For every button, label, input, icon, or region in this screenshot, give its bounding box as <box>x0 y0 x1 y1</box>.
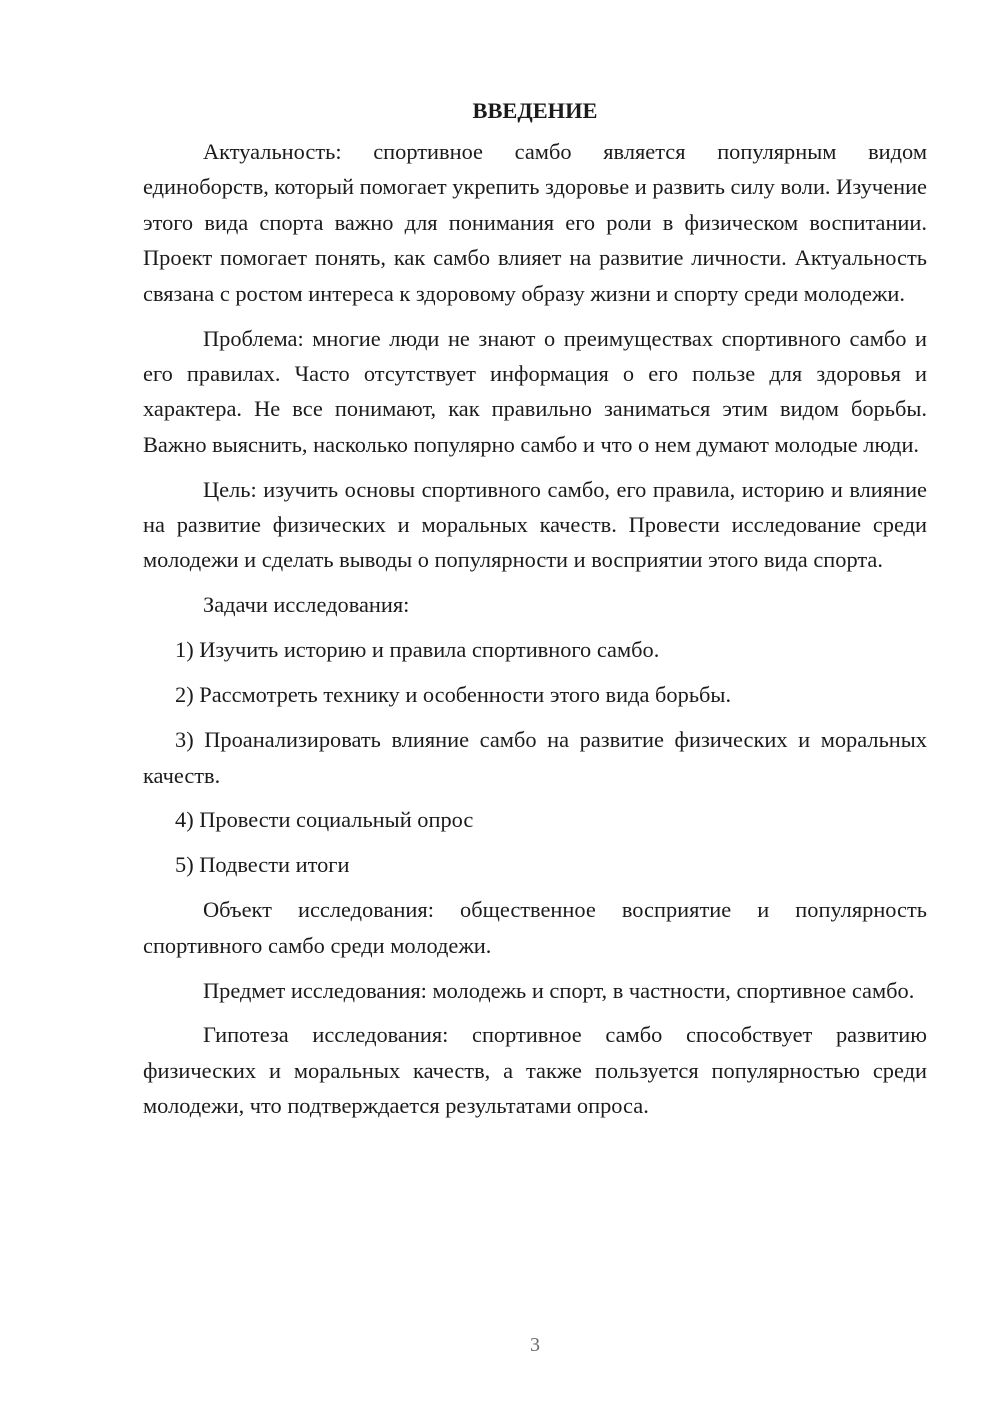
paragraph-goal: Цель: изучить основы спортивного самбо, его правила, историю и влияние на развитие физических и моральных качеств. Провести исследование среди молодежи и сделать выводы о популярности и восприятии этого вида спорта. <box>143 476 927 573</box>
task-item-5: 5) Подвести итоги <box>175 852 350 878</box>
task-item-4: 4) Провести социальный опрос <box>175 807 474 833</box>
paragraph-relevance: Актуальность: спортивное самбо является популярным видом единоборств, который помогает укрепить здоровье и развить силу воли. Изучение этого вида спорта важно для понимания его роли в физическом воспитании. Проект помогает понять, как самбо влияет на развитие личности. Актуальность связана с ростом интереса к здоровому образу жизни и спорту среди молодежи. <box>143 139 927 306</box>
page-title: ВВЕДЕНИЕ <box>472 98 598 123</box>
paragraph-object: Объект исследования: общественное восприятие и популярность спортивного самбо среди молодежи. <box>143 897 927 958</box>
paragraph-subject: Предмет исследования: молодежь и спорт, в частности, спортивное самбо. <box>203 977 915 1003</box>
paragraph-tasks-heading: Задачи исследования: <box>203 592 410 618</box>
task-item-2: 2) Рассмотреть технику и особенности этого вида борьбы. <box>175 682 732 708</box>
page-number: 3 <box>530 1334 540 1356</box>
paragraph-problem: Проблема: многие люди не знают о преимуществах спортивного самбо и его правилах. Часто отсутствует информация о его пользе для здоровья и характера. Не все понимают, как правильно заниматься этим видом борьбы. Важно выяснить, насколько популярно самбо и что о нем думают молодые люди. <box>143 325 927 457</box>
document-body <box>143 96 927 1124</box>
paragraph-hypothesis: Гипотеза исследования: спортивное самбо способствует развитию физических и моральных качеств, а также пользуется популярностью среди молодежи, что подтверждается результатами опроса. <box>143 1022 927 1119</box>
task-item-1: 1) Изучить историю и правила спортивного самбо. <box>175 637 660 663</box>
task-item-3: 3) Проанализировать влияние самбо на развитие физических и моральных качеств. <box>143 727 927 788</box>
